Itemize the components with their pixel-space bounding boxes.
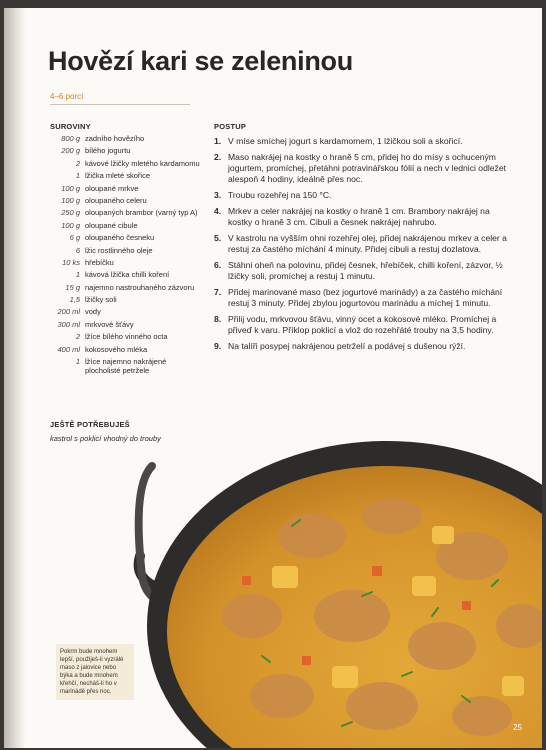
ingredient-name: bílého jogurtu bbox=[85, 146, 131, 156]
step-text: V míse smíchej jogurt s kardamomem, 1 lžičkou soli a skořicí. bbox=[228, 136, 463, 146]
step-text: Maso nakrájej na kostky o hraně 5 cm, přidej ho do mísy s ochuceným jogurtem, promíchej, přetáhni potravinářskou fólií a nech v lednici odležet alespoň 4 hodiny, ideálně přes noc. bbox=[228, 152, 507, 184]
ingredient-qty: 400 ml bbox=[57, 344, 80, 354]
step-item bbox=[214, 233, 514, 255]
ingredient-qty: 1 bbox=[75, 171, 80, 181]
ingredient-name: najemno nastrouhaného zázvoru bbox=[85, 282, 195, 292]
ingredients-list bbox=[50, 134, 200, 379]
step-text: Mrkev a celer nakrájej na kostky o hraně 1 cm. Brambory nakrájej na kostky o hraně 3 cm. Cibuli a česnek nakrájej nahrubo. bbox=[228, 206, 490, 227]
step-item bbox=[214, 287, 514, 309]
ingredient-qty: 2 bbox=[75, 332, 80, 342]
steps-list bbox=[214, 136, 514, 357]
step-item bbox=[214, 152, 514, 185]
ingredient-name: hřebíčku bbox=[85, 257, 114, 267]
extra-equipment: kastrol s poklicí vhodný do trouby bbox=[50, 434, 161, 443]
step-number: 8. bbox=[214, 314, 222, 324]
ingredient-row bbox=[50, 184, 200, 193]
ingredient-name: lžíce najemno nakrájené plocholisté petržele bbox=[85, 357, 167, 376]
ingredient-row bbox=[50, 221, 200, 230]
ingredient-name: mrkvové šťávy bbox=[85, 319, 134, 329]
step-number: 6. bbox=[214, 260, 222, 270]
ingredient-name: lžíce bílého vinného octa bbox=[85, 332, 168, 342]
book-spine bbox=[4, 8, 26, 748]
cookbook-page bbox=[4, 8, 542, 748]
step-number: 9. bbox=[214, 341, 222, 351]
ingredient-row bbox=[50, 134, 200, 143]
ingredient-row bbox=[50, 283, 200, 292]
step-item bbox=[214, 190, 514, 201]
ingredient-qty: 1 bbox=[75, 357, 80, 367]
ingredient-row bbox=[50, 270, 200, 279]
ingredient-row bbox=[50, 246, 200, 255]
step-text: Přilij vodu, mrkvovou šťávu, vinný ocet a kokosové mléko. Promíchej a přiveď k varu. Příklop poklicí a vlož do rozehřáté trouby na 3,5 hodiny. bbox=[228, 314, 497, 335]
ingredient-name: kávová lžička chilli koření bbox=[85, 270, 170, 280]
step-number: 2. bbox=[214, 152, 222, 162]
ingredient-name: vody bbox=[85, 307, 101, 317]
step-number: 7. bbox=[214, 287, 222, 297]
ingredient-name: kokosového mléka bbox=[85, 344, 148, 354]
step-item bbox=[214, 206, 514, 228]
step-item bbox=[214, 136, 514, 147]
ingredient-qty: 10 ks bbox=[62, 257, 80, 267]
ingredient-name: oloupaného česneku bbox=[85, 233, 155, 243]
ingredient-qty: 100 g bbox=[61, 220, 80, 230]
step-number: 3. bbox=[214, 190, 222, 200]
ingredient-name: lžičky soli bbox=[85, 295, 117, 305]
ingredient-row bbox=[50, 332, 200, 341]
extra-heading: JEŠTĚ POTŘEBUJEŠ bbox=[50, 420, 130, 429]
ingredient-row bbox=[50, 295, 200, 304]
step-text: Troubu rozehřej na 150 °C. bbox=[228, 190, 332, 200]
ingredient-row bbox=[50, 307, 200, 316]
ingredient-row bbox=[50, 171, 200, 180]
ingredient-qty: 6 g bbox=[69, 233, 80, 243]
ingredient-qty: 15 g bbox=[65, 282, 80, 292]
ingredient-qty: 2 bbox=[75, 158, 80, 168]
ingredient-row bbox=[50, 233, 200, 242]
ingredient-row bbox=[50, 258, 200, 267]
servings-label: 4–6 porcí bbox=[50, 92, 84, 101]
step-number: 5. bbox=[214, 233, 222, 243]
page-number: 25 bbox=[513, 723, 522, 732]
ingredient-row bbox=[50, 320, 200, 329]
ingredient-name: oloupané mrkve bbox=[85, 183, 139, 193]
ingredient-qty: 100 g bbox=[61, 195, 80, 205]
ingredient-qty: 300 ml bbox=[57, 319, 80, 329]
step-text: Přidej marinované maso (bez jogurtové marinády) a za častého míchání restuj 3 minuty. Přidej zbylou jogurtovou marinádu a míchej 1 minutu. bbox=[228, 287, 503, 308]
divider bbox=[50, 104, 190, 105]
curry-photo bbox=[132, 426, 542, 748]
ingredient-name: kávové lžičky mletého kardamomu bbox=[85, 158, 200, 168]
step-number: 1. bbox=[214, 136, 222, 146]
ingredient-name: lžička mleté skořice bbox=[85, 171, 151, 181]
ingredient-row bbox=[50, 146, 200, 155]
ingredient-row bbox=[50, 357, 200, 375]
ingredient-qty: 1 bbox=[75, 270, 80, 280]
step-number: 4. bbox=[214, 206, 222, 216]
steps-heading: POSTUP bbox=[214, 122, 247, 131]
ingredient-qty: 1,5 bbox=[69, 295, 80, 305]
step-item bbox=[214, 314, 514, 336]
ingredient-name: oloupané cibule bbox=[85, 220, 138, 230]
ingredient-name: oloupaných brambor (varný typ A) bbox=[85, 208, 198, 218]
ingredient-qty: 800 g bbox=[61, 134, 80, 143]
tip-note: Pokrm bude mnohem lepší, použiješ-li vyzrálé maso z jalovice nebo býka a bude mnohem křehčí, necháš-li ho v marinádě přes noc. bbox=[56, 644, 134, 700]
ingredient-qty: 100 g bbox=[61, 183, 80, 193]
ingredient-qty: 200 ml bbox=[57, 307, 80, 317]
ingredient-name: oloupaného celeru bbox=[85, 195, 147, 205]
ingredient-name: zadního hovězího bbox=[85, 134, 145, 143]
recipe-title: Hovězí kari se zeleninou bbox=[48, 46, 353, 76]
step-item bbox=[214, 260, 514, 282]
ingredient-qty: 6 bbox=[75, 245, 80, 255]
ingredient-qty: 200 g bbox=[61, 146, 80, 156]
step-item bbox=[214, 341, 514, 352]
ingredient-row bbox=[50, 345, 200, 354]
ingredient-row bbox=[50, 208, 200, 217]
ingredients-heading: SUROVINY bbox=[50, 122, 91, 131]
step-text: Stáhni oheň na polovinu, přidej česnek, hřebíček, chilli koření, zázvor, ½ lžičky soli, promíchej a restuj 1 minutu. bbox=[228, 260, 503, 281]
step-text: Na talíři posypej nakrájenou petrželí a podávej s dušenou rýží. bbox=[228, 341, 466, 351]
ingredient-row bbox=[50, 159, 200, 168]
ingredient-qty: 250 g bbox=[61, 208, 80, 218]
step-text: V kastrolu na vyšším ohni rozehřej olej, přidej nakrájenou mrkev a celer a restuj za častého míchání 4 minuty. Přidej cibuli a restuj dozlatova. bbox=[228, 233, 507, 254]
ingredient-row bbox=[50, 196, 200, 205]
ingredient-name: lžic rostlinného oleje bbox=[85, 245, 153, 255]
